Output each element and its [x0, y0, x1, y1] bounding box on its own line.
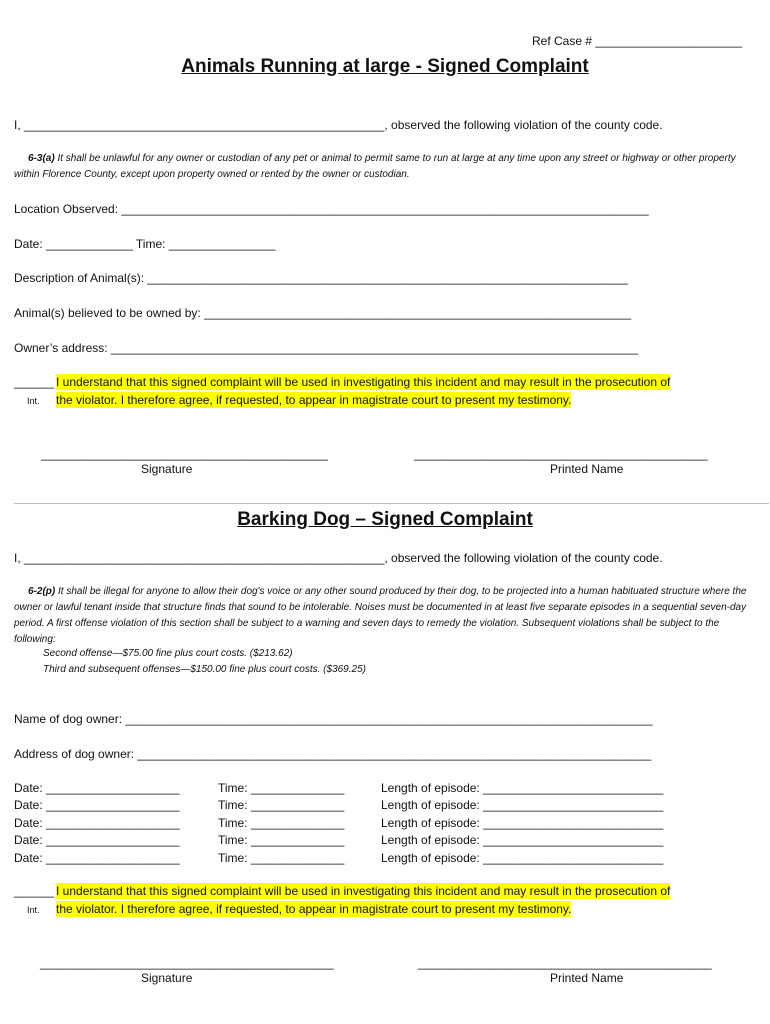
- animal-description-field[interactable]: Description of Animal(s): ________________________________________________________________________: [14, 271, 628, 285]
- episode-date-field[interactable]: Date: ____________________: [14, 798, 180, 812]
- episode-time-field[interactable]: Time: ______________: [218, 781, 345, 795]
- section2-agreement-line1: I understand that this signed complaint will be used in investigating this incident and may result in the prosecution of: [56, 884, 671, 898]
- episode-length-field[interactable]: Length of episode: ___________________________: [381, 833, 664, 847]
- section1-agreement-line1: I understand that this signed complaint will be used in investigating this incident and may result in the prosecution of: [56, 375, 671, 389]
- section2-printed-name-line[interactable]: ____________________________________________: [418, 956, 712, 970]
- section2-code-paragraph: [14, 584, 756, 648]
- section1-title: Animals Running at large - Signed Complaint: [181, 56, 589, 77]
- section1-code-ref: 6-3(a): [28, 153, 55, 164]
- section2-initials-blank[interactable]: ______: [14, 884, 55, 898]
- section2-signature-label: Signature: [141, 971, 193, 985]
- section1-printed-name-label: Printed Name: [550, 462, 624, 476]
- episode-date-field[interactable]: Date: ____________________: [14, 816, 180, 830]
- section1-code-text: It shall be unlawful for any owner or custodian of any pet or animal to permit same to run at large at any time upon any street or highway or other property within Florence County, except upon property owned or rented by the owner or custodian.: [14, 153, 736, 180]
- location-observed-field[interactable]: Location Observed: _______________________________________________________________________________: [14, 202, 649, 216]
- episode-date-field[interactable]: Date: ____________________: [14, 781, 180, 795]
- episode-length-field[interactable]: Length of episode: ___________________________: [381, 816, 664, 830]
- section1-intro-line[interactable]: I, ______________________________________________________, observed the following violation of the county code.: [14, 118, 663, 132]
- section2-signature-line[interactable]: ____________________________________________: [40, 956, 334, 970]
- section1-code-paragraph: [14, 151, 754, 183]
- section1-initials-blank[interactable]: ______: [14, 375, 55, 389]
- section2-agreement-line2: the violator. I therefore agree, if requested, to appear in magistrate court to present my testimony.: [56, 902, 572, 916]
- episode-length-field[interactable]: Length of episode: ___________________________: [381, 851, 664, 865]
- dog-owner-address-field[interactable]: Address of dog owner: _____________________________________________________________________________: [14, 747, 652, 761]
- episode-time-field[interactable]: Time: ______________: [218, 851, 345, 865]
- second-offense-fine: Second offense—$75.00 fine plus court costs. ($213.62): [43, 648, 293, 659]
- section1-printed-name-line[interactable]: ____________________________________________: [414, 447, 708, 461]
- date-time-field[interactable]: Date: _____________ Time: ________________: [14, 237, 276, 251]
- episode-length-field[interactable]: Length of episode: ___________________________: [381, 798, 664, 812]
- episode-time-field[interactable]: Time: ______________: [218, 833, 345, 847]
- episode-time-field[interactable]: Time: ______________: [218, 816, 345, 830]
- episode-time-field[interactable]: Time: ______________: [218, 798, 345, 812]
- episode-date-field[interactable]: Date: ____________________: [14, 851, 180, 865]
- section2-printed-name-label: Printed Name: [550, 971, 624, 985]
- section2-initials-label: Int.: [27, 905, 40, 915]
- owner-address-field[interactable]: Owner’s address: _______________________________________________________________________________: [14, 341, 639, 355]
- episode-length-field[interactable]: Length of episode: ___________________________: [381, 781, 664, 795]
- section1-signature-line[interactable]: ___________________________________________: [41, 447, 328, 461]
- section2-title: Barking Dog – Signed Complaint: [237, 509, 533, 530]
- section1-agreement-line2: the violator. I therefore agree, if requested, to appear in magistrate court to present my testimony.: [56, 393, 572, 407]
- section2-code-text: It shall be illegal for anyone to allow their dog's voice or any other sound produced by their dog, to be projected into a human habituated structure where the owner or lawful tenant inside that structure finds that sound to be intolerable. Noises must be documented in at least five separate episodes in a sequential seven-day period. A first offense violation of this section shall be subject to a warning and seven days to remedy the violation. Subsequent violations shall be subject to the following:: [14, 586, 747, 645]
- section-divider: [14, 503, 769, 504]
- section1-signature-label: Signature: [141, 462, 193, 476]
- section2-code-ref: 6-2(p): [28, 586, 56, 597]
- section1-initials-label: Int.: [27, 396, 40, 406]
- third-offense-fine: Third and subsequent offenses—$150.00 fine plus court costs. ($369.25): [43, 664, 366, 675]
- owned-by-field[interactable]: Animal(s) believed to be owned by: ________________________________________________________________: [14, 306, 632, 320]
- dog-owner-name-field[interactable]: Name of dog owner: _______________________________________________________________________________: [14, 712, 653, 726]
- ref-case-field[interactable]: Ref Case # ______________________: [532, 34, 743, 48]
- section2-intro-line[interactable]: I, ______________________________________________________, observed the following violation of the county code.: [14, 551, 663, 565]
- episode-date-field[interactable]: Date: ____________________: [14, 833, 180, 847]
